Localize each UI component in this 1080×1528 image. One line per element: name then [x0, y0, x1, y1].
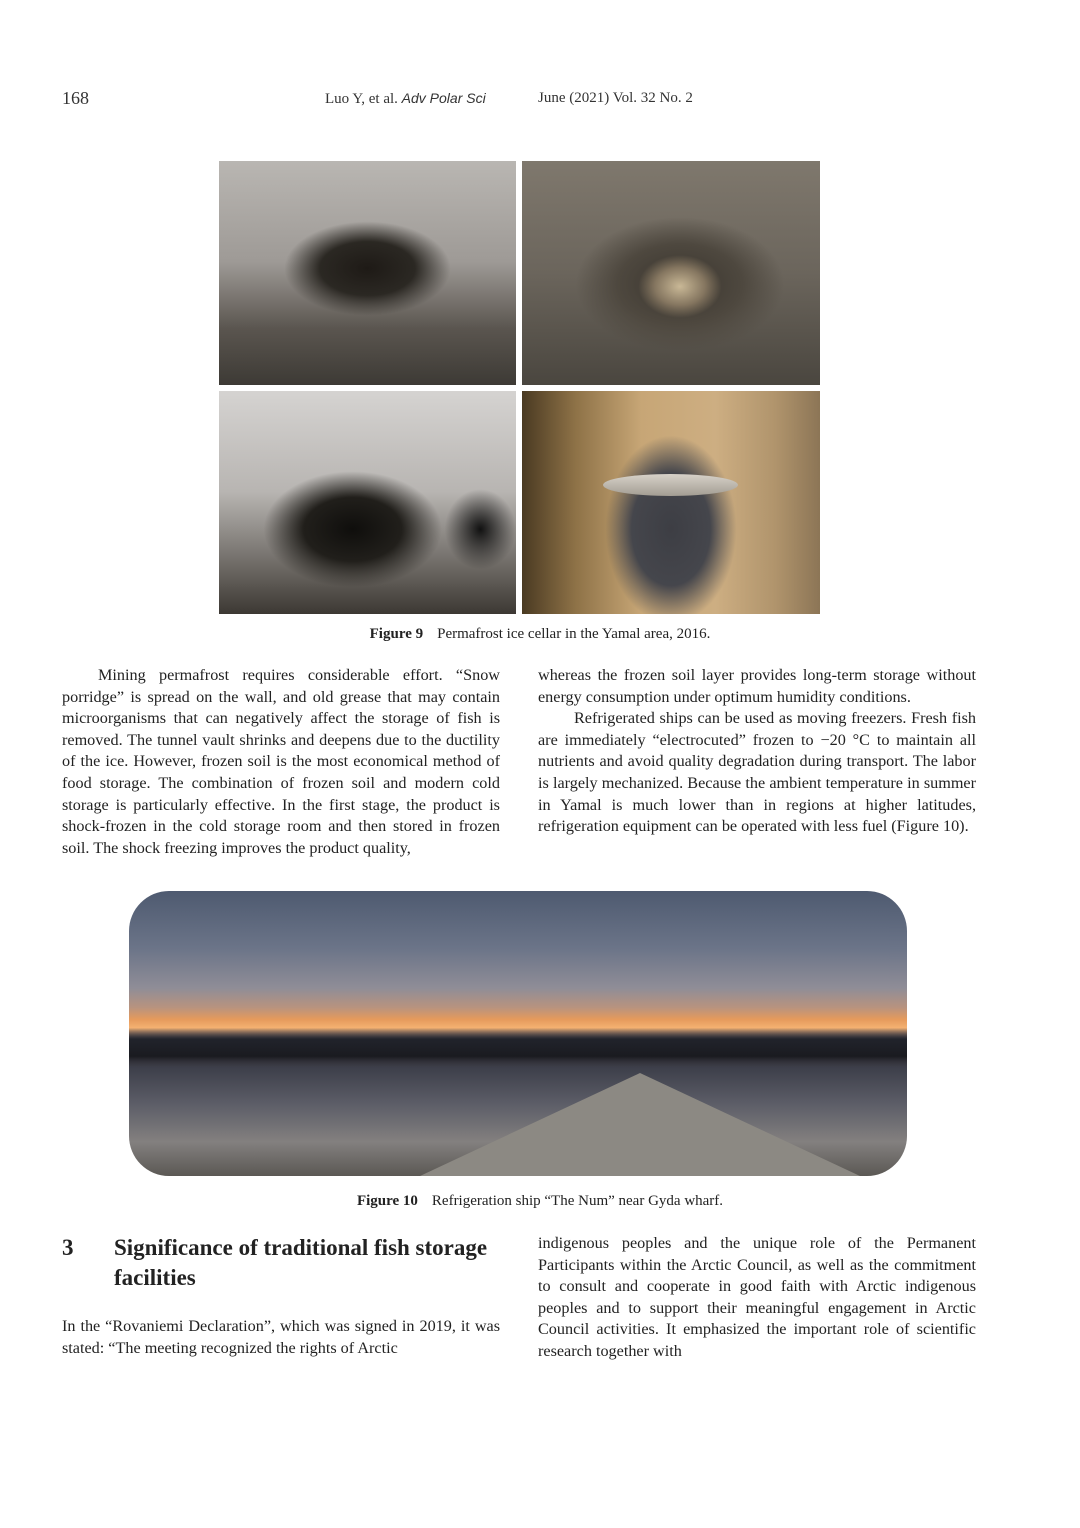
page-number: 168 — [62, 88, 89, 108]
author-line — [325, 90, 486, 108]
figure10-label: Figure 10 — [356, 1193, 418, 1209]
paragraph: Mining permafrost requires considerable effort. “Snow porridge” is spread on the wall, and old grease that may contain microorganisms that can negatively affect the storage of fish is removed. The tunnel vault shrinks and deepens due to the ductility of the ice. However, frozen soil is the most economical method of food storage. The combination of frozen soil and modern cold storage is particularly effective. In the first stage, the product is shock-frozen in the cold storage room and then stored in frozen soil. The shock freezing improves the product quality, — [62, 666, 500, 857]
figure9-label: Figure 9 — [369, 626, 424, 642]
body-column-left-bottom — [62, 1316, 500, 1359]
body-column-left-top — [62, 665, 500, 859]
issue-info: June (2021) Vol. 32 No. 2 — [538, 90, 693, 106]
figure10-caption — [0, 1193, 1080, 1210]
body-column-right-top — [538, 665, 976, 838]
paragraph: indigenous peoples and the unique role of the Permanent Participants within the Arctic Council, as well as the commitment to consult and cooperate in good faith with Arctic indigenous peoples and to support their meaningful engagement in Arctic Council activities. It emphasized the important role of scientific research together with — [538, 1234, 976, 1360]
fish-shape — [603, 474, 738, 496]
figure9-caption — [0, 626, 1080, 643]
figure9-photo-frosted-vault — [219, 391, 516, 614]
section-heading — [62, 1233, 502, 1293]
figure9-photo-lit-tunnel — [522, 161, 820, 385]
figure9-photo-man-with-fish — [522, 391, 820, 614]
paragraph: Refrigerated ships can be used as moving freezers. Fresh fish are immediately “electrocuted” frozen to −20 °C to maintain all nutrients and avoid quality degradation during transport. The labor is largely mechanized. Because the ambient temperature in summer in Yamal is much lower than in regions at higher latitudes, refrigeration equipment can be operated with less fuel (Figure 10). — [538, 709, 976, 836]
figure9-caption-text: Permafrost ice cellar in the Yamal area, 2016. — [437, 626, 711, 642]
paragraph: whereas the frozen soil layer provides long-term storage without energy consumption under optimum humidity conditions. — [538, 666, 976, 706]
wooden-pier-shape — [420, 1073, 860, 1176]
figure9-photo-ice-tunnel — [219, 161, 516, 385]
paragraph: In the “Rovaniemi Declaration”, which was signed in 2019, it was stated: “The meeting recognized the rights of Arctic — [62, 1317, 500, 1357]
authors: Luo Y, et al. — [325, 91, 398, 107]
body-column-right-bottom — [538, 1233, 976, 1363]
figure10-caption-text: Refrigeration ship “The Num” near Gyda wharf. — [431, 1193, 724, 1209]
section-number: 3 — [62, 1235, 74, 1260]
journal-name: Adv Polar Sci — [401, 90, 486, 106]
running-header — [0, 88, 1080, 112]
section-title: Significance of traditional fish storage facilities — [114, 1235, 488, 1290]
